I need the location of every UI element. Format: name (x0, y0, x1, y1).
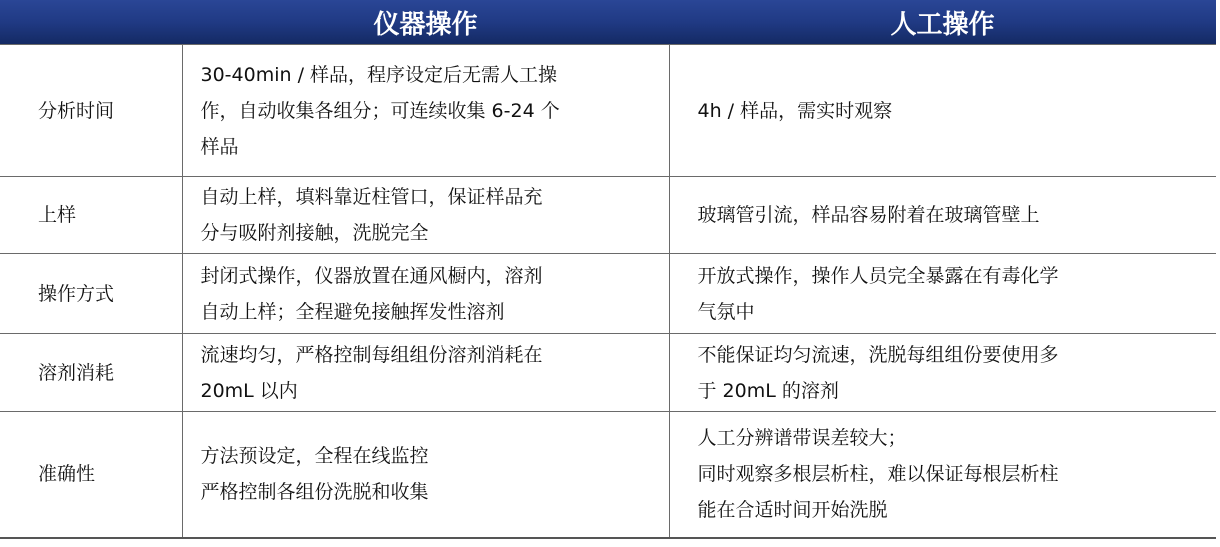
table-header (0, 0, 1216, 45)
cell-text-line: 封闭式操作，仪器放置在通风橱内，溶剂 (200, 264, 543, 287)
row-label: 上样 (0, 177, 182, 254)
manual-cell (669, 177, 1216, 254)
cell-text-line: 流速均匀，严格控制每组组份溶剂消耗在 (200, 343, 543, 366)
cell-text-line: 方法预设定，全程在线监控 (200, 445, 429, 468)
cell-text-line: 人工分辨谱带误差较大； (697, 427, 907, 450)
instrument-cell (182, 177, 669, 254)
table-body (0, 45, 1216, 538)
cell-text-line: 能在合适时间开始洗脱 (697, 499, 888, 522)
cell-text-line: 分与吸附剂接触，洗脱完全 (200, 222, 429, 244)
header-row (0, 0, 1216, 45)
header-corner-cell (0, 0, 182, 45)
row-label: 操作方式 (0, 254, 182, 334)
row-label: 分析时间 (0, 45, 182, 177)
cell-text-line: 严格控制各组份洗脱和收集 (200, 481, 429, 504)
row-label: 溶剂消耗 (0, 334, 182, 412)
table-row-accuracy (0, 412, 1216, 538)
cell-text-line: 20mL 以内 (200, 379, 298, 402)
instrument-cell (182, 334, 669, 412)
instrument-cell (182, 45, 669, 177)
cell-text-line: 玻璃管引流，样品容易附着在玻璃管壁上 (697, 204, 1040, 226)
manual-cell (669, 334, 1216, 412)
cell-text-line: 不能保证均匀流速，洗脱每组组份要使用多 (697, 343, 1059, 366)
cell-text-line: 4h / 样品，需实时观察 (697, 99, 893, 122)
cell-text-line: 样品 (200, 135, 239, 158)
manual-cell (669, 412, 1216, 538)
table-row-operation-mode (0, 254, 1216, 334)
cell-text-line: 30-40min / 样品，程序设定后无需人工操 (200, 63, 558, 86)
manual-cell (669, 45, 1216, 177)
cell-text-line: 自动上样；全程避免接触挥发性溶剂 (200, 300, 505, 323)
header-instrument-operation: 仪器操作 (182, 0, 669, 45)
cell-text-line: 自动上样，填料靠近柱管口，保证样品充 (200, 186, 543, 208)
cell-text-line: 开放式操作，操作人员完全暴露在有毒化学 (697, 264, 1059, 287)
instrument-cell (182, 254, 669, 334)
table-row-analysis-time (0, 45, 1216, 177)
cell-text-line: 于 20mL 的溶剂 (697, 379, 839, 402)
table-row-solvent-consumption (0, 334, 1216, 412)
table-row-sample-loading (0, 177, 1216, 254)
instrument-cell (182, 412, 669, 538)
cell-text-line: 作，自动收集各组分；可连续收集 6-24 个 (200, 99, 560, 122)
manual-cell (669, 254, 1216, 334)
header-manual-operation: 人工操作 (669, 0, 1216, 45)
cell-text-line: 同时观察多根层析柱，难以保证每根层析柱 (697, 463, 1059, 486)
row-label: 准确性 (0, 412, 182, 538)
cell-text-line: 气氛中 (697, 300, 755, 323)
